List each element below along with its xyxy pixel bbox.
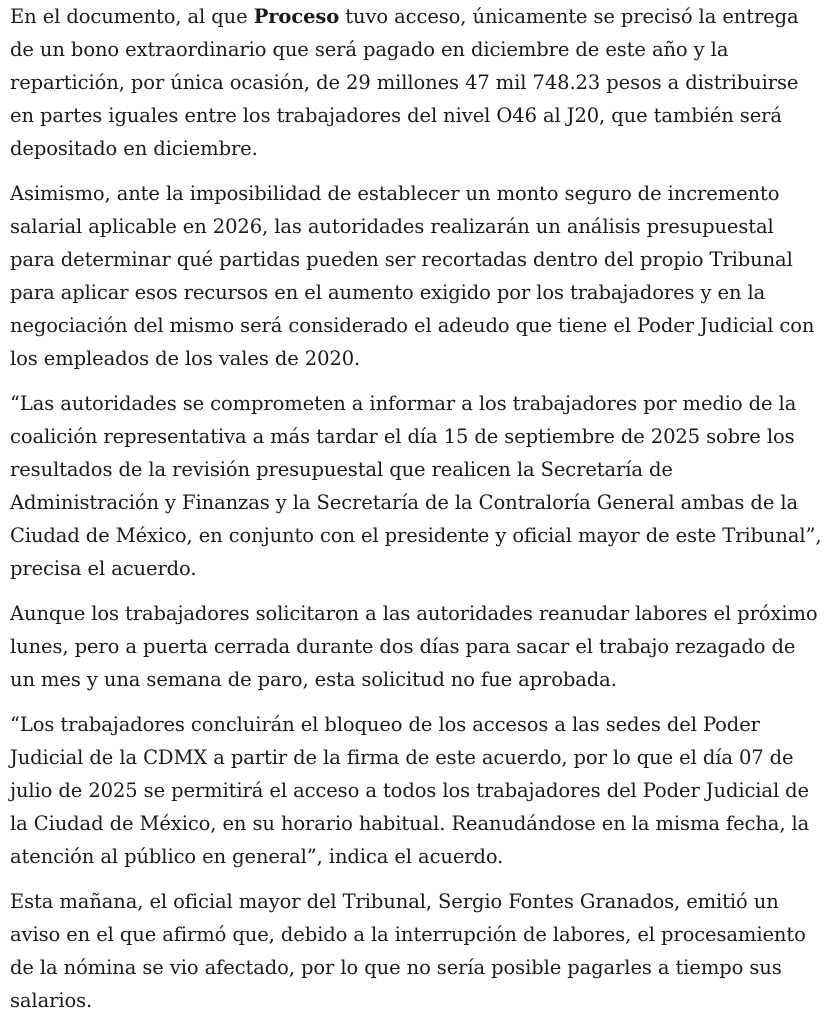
- paragraph-4: Aunque los trabajadores solicitaron a las autoridades reanudar labores el próximo lunes, pero a puerta cerrada durante dos días para sacar el trabajo rezagado de un mes y una semana de paro, esta solicitud no fue aprobada.: [10, 602, 818, 691]
- paragraph-1-lead: En el documento, al que: [10, 5, 254, 28]
- paragraph-2: Asimismo, ante la imposibilidad de establecer un monto seguro de incremento salarial aplicable en 2026, las autoridades realizarán un análisis presupuestal para determinar qué partidas pueden ser recortadas dentro del propio Tribunal para aplicar esos recursos en el aumento exigido por los trabajadores y en la negociación del mismo será considerado el adeudo que tiene el Poder Judicial con los empleados de los vales de 2020.: [10, 182, 815, 370]
- paragraph-1-rest: tuvo acceso, únicamente se precisó la entrega de un bono extraordinario que será pagado en diciembre de este año y la repartición, por única ocasión, de 29 millones 47 mil 748.23 pesos a distribuirse en partes iguales entre los trabajadores del nivel O46 al J20, que también será depositado en diciembre.: [10, 5, 799, 160]
- paragraph-6: Esta mañana, el oficial mayor del Tribunal, Sergio Fontes Granados, emitió un aviso en el que afirmó que, debido a la interrupción de labores, el procesamiento de la nómina se vio afectado, por lo que no sería posible pagarles a tiempo sus salarios.: [10, 890, 806, 1012]
- paragraph-1: [10, 0, 823, 165]
- paragraph-3: “Las autoridades se comprometen a informar a los trabajadores por medio de la coalición representativa a más tardar el día 15 de septiembre de 2025 sobre los resultados de la revisión presupuestal que realicen la Secretaría de Administración y Finanzas y la Secretaría de la Contraloría General ambas de la Ciudad de México, en conjunto con el presidente y oficial mayor de este Tribunal”, precisa el acuerdo.: [10, 392, 822, 580]
- paragraph-5: “Los trabajadores concluirán el bloqueo de los accesos a las sedes del Poder Judicial de la CDMX a partir de la firma de este acuerdo, por lo que el día 07 de julio de 2025 se permitirá el acceso a todos los trabajadores del Poder Judicial de la Ciudad de México, en su horario habitual. Reanudándose en la misma fecha, la atención al público en general”, indica el acuerdo.: [10, 713, 810, 868]
- publication-name: Proceso: [253, 5, 340, 28]
